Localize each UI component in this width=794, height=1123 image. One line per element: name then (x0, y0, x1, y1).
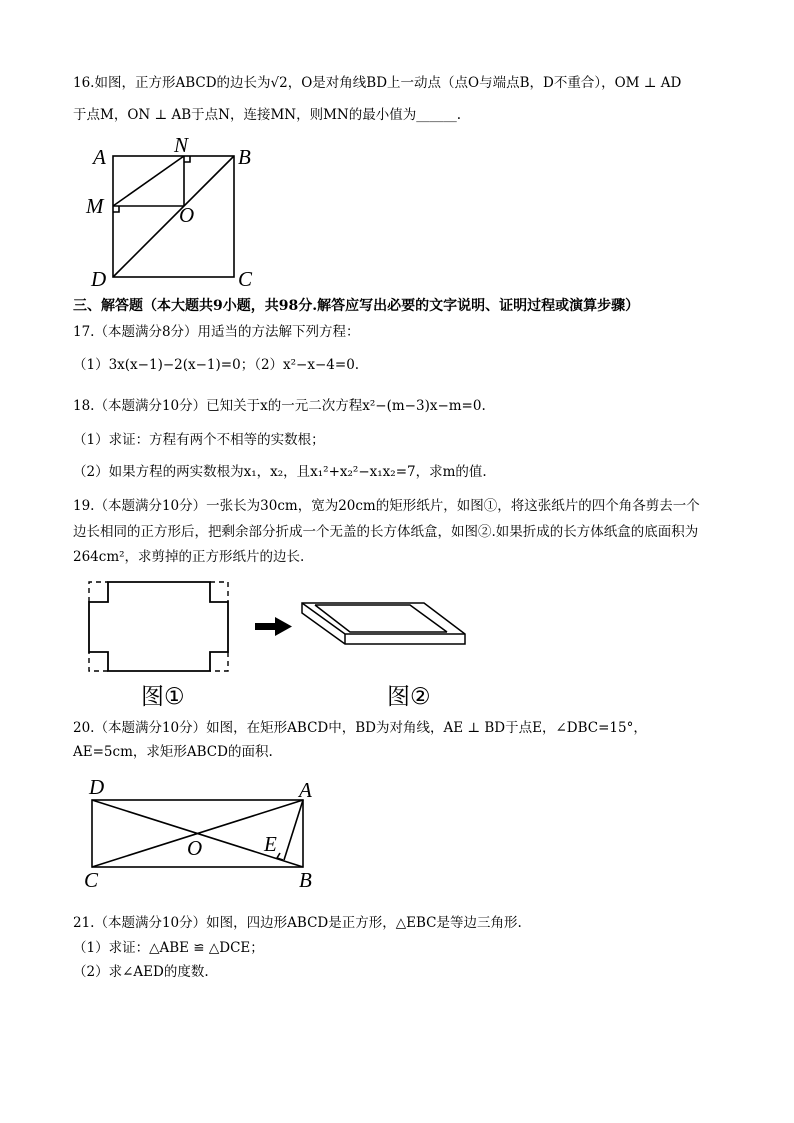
q20-line2-text: AE=5cm，求矩形ABCD的面积. (73, 744, 273, 760)
q16-line2-text: 于点M，ON ⊥ AB于点N，连接MN，则MN的最小值为______. (73, 107, 462, 123)
q19-figure-2-caption: 图② (387, 684, 431, 710)
q21-line1 (73, 913, 522, 933)
q20-label-c: C (84, 868, 99, 892)
section-3-heading-text: 三、解答题（本大题共9小题，共98分.解答应写出必要的文字说明、证明过程或演算步骤） (73, 298, 640, 314)
q21-line1-text: 21.（本题满分10分）如图，四边形ABCD是正方形，△EBC是等边三角形. (73, 915, 522, 931)
q20-label-e: E (264, 832, 277, 856)
q16-label-o: O (179, 203, 195, 227)
q20-label-a: A (299, 778, 312, 802)
q16-label-d: D (91, 267, 107, 291)
q16-label-a: A (93, 145, 106, 169)
q16-label-c: C (238, 267, 253, 291)
q20-label-d: D (89, 775, 105, 799)
q20-label-b: B (299, 868, 312, 892)
q17-line2-text: （1）3x(x−1)−2(x−1)=0；（2）x²−x−4=0. (73, 357, 360, 373)
q21-line2-text: （1）求证：△ABE ≌ △DCE； (73, 940, 264, 956)
q18-line1-text: 18.（本题满分10分）已知关于x的一元二次方程x²−(m−3)x−m=0. (73, 398, 486, 414)
q16-label-b: B (238, 145, 251, 169)
q18-line2-text: （1）求证：方程有两个不相等的实数根； (73, 432, 325, 448)
q19-line2-text: 边长相同的正方形后，把剩余部分折成一个无盖的长方体纸盒，如图②.如果折成的长方体纸盒的底面积为 (73, 524, 699, 540)
q20-label-o: O (187, 836, 203, 860)
q19-figure-1-caption: 图① (141, 684, 185, 710)
q20-right-angle-e (277, 853, 283, 860)
q16-line1-text: 16.如图，正方形ABCD的边长为√2，O是对角线BD上一动点（点O与端点B，D不重合），OM ⊥ AD (73, 75, 682, 91)
q20-segment-ae (284, 800, 303, 860)
q16-label-m: M (86, 194, 104, 218)
q16-label-n: N (174, 133, 189, 157)
q19-line1-text: 19.（本题满分10分）一张长为30cm，宽为20cm的矩形纸片，如图①，将这张纸片的四个角各剪去一个 (73, 498, 700, 514)
q21-line3-text: （2）求∠AED的度数. (73, 964, 209, 980)
q18-line3-text: （2）如果方程的两实数根为x₁，x₂，且x₁²+x₂²−x₁x₂=7，求m的值. (73, 464, 487, 480)
q19-line3-text: 264cm²，求剪掉的正方形纸片的边长. (73, 549, 305, 565)
q21-line2 (73, 938, 264, 958)
q20-line1-text: 20.（本题满分10分）如图，在矩形ABCD中，BD为对角线，AE ⊥ BD于点E，∠DBC=15°， (73, 720, 647, 736)
q17-line1-text: 17.（本题满分8分）用适当的方法解下列方程： (73, 324, 360, 340)
q21-line3 (73, 962, 209, 982)
